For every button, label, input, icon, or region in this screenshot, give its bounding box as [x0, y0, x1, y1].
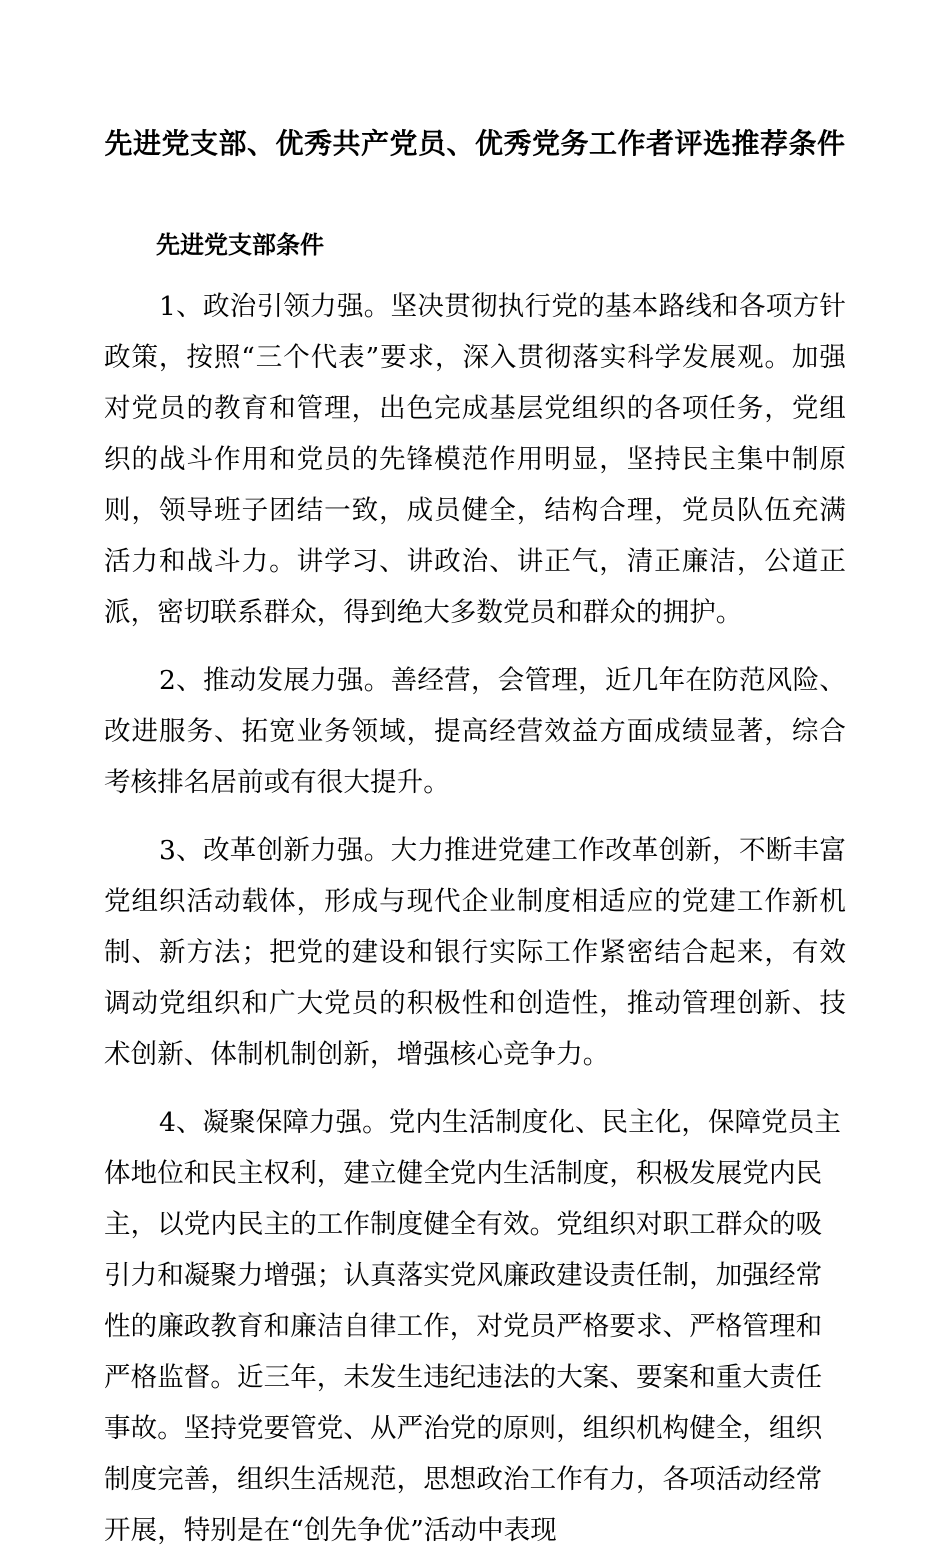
page-title: 先进党支部、优秀共产党员、优秀党务工作者评选推荐条件 — [104, 127, 846, 160]
page-content — [104, 0, 846, 1556]
paragraph-item-4: 4、凝聚保障力强。党内生活制度化、民主化，保障党员主体地位和民主权利，建立健全党内生活制度，积极发展党内民主，以党内民主的工作制度健全有效。党组织对职工群众的吸引力和凝聚力增强；认真落实党风廉政建设责任制，加强经常性的廉政教育和廉洁自律工作，对党员严格要求、严格管理和严格监督。近三年，未发生违纪违法的大案、要案和重大责任事故。坚持党要管党、从严治党的原则，组织机构健全，组织制度完善，组织生活规范，思想政治工作有力，各项活动经常开展，特别是在“创先争优”活动中表现 — [104, 1107, 841, 1546]
paragraph-item-3: 3、改革创新力强。大力推进党建工作改革创新，不断丰富党组织活动载体，形成与现代企业制度相适应的党建工作新机制、新方法；把党的建设和银行实际工作紧密结合起来，有效调动党组织和广大党员的积极性和创造性，推动管理创新、技术创新、体制机制创新，增强核心竞争力。 — [104, 835, 846, 1070]
paragraph-item-1: 1、政治引领力强。坚决贯彻执行党的基本路线和各项方针政策，按照“三个代表”要求，深入贯彻落实科学发展观。加强对党员的教育和管理，出色完成基层党组织的各项任务，党组织的战斗作用和党员的先锋模范作用明显，坚持民主集中制原则，领导班子团结一致，成员健全，结构合理，党员队伍充满活力和战斗力。讲学习、讲政治、讲正气，清正廉洁，公道正派，密切联系群众，得到绝大多数党员和群众的拥护。 — [104, 291, 846, 628]
paragraph-item-2: 2、推动发展力强。善经营，会管理，近几年在防范风险、改进服务、拓宽业务领域，提高经营效益方面成绩显著，综合考核排名居前或有很大提升。 — [104, 665, 846, 798]
section-heading-advanced-party-branch: 先进党支部条件 — [156, 231, 324, 259]
